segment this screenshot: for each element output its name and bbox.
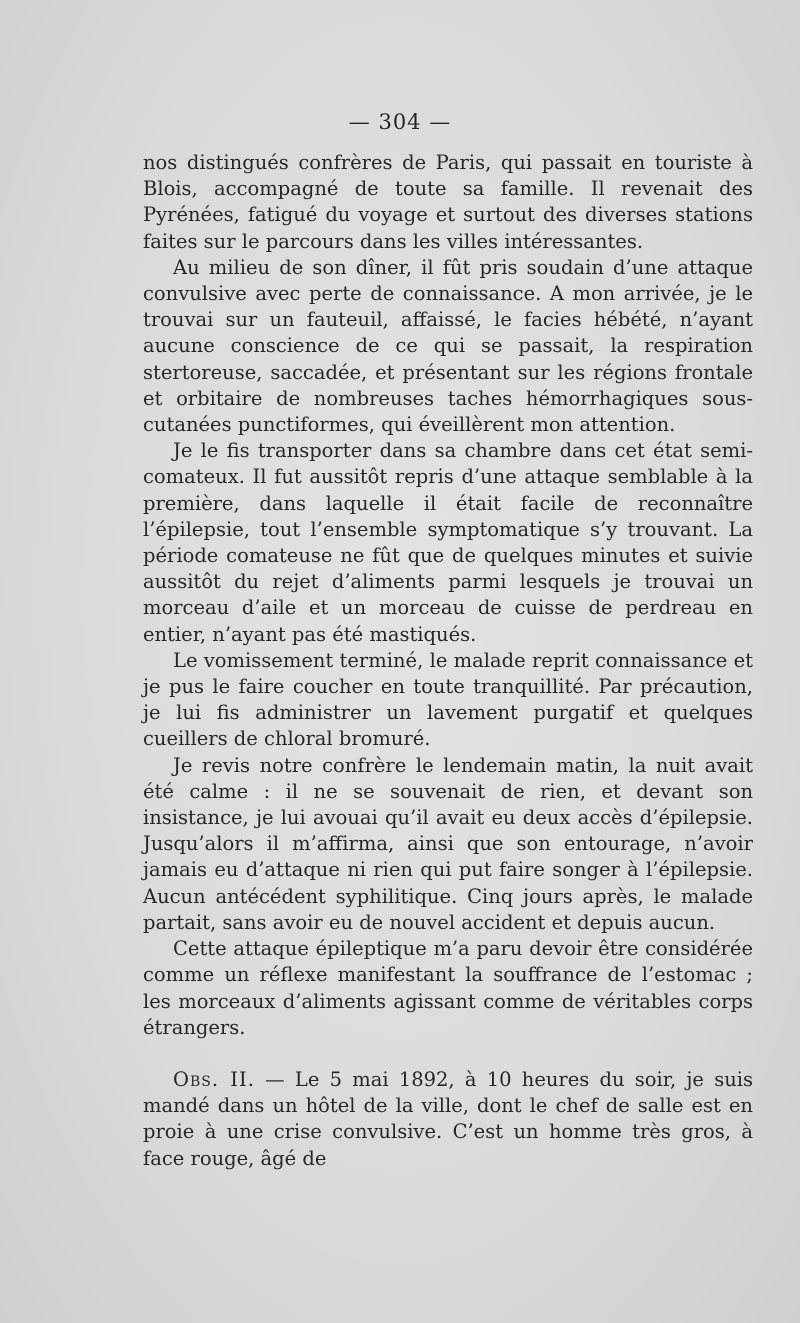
paragraph-1: nos distingués confrères de Paris, qui passait en touriste à Blois, accompagné de toute sa famille. Il revenait des Pyrénées, fatigué du voyage et surtout des diverses stations faites sur le parcours dans les villes intéressantes. — [143, 151, 753, 253]
observation-label: Obs. II. — [173, 1067, 255, 1091]
observation-text: — Le 5 mai 1892, à 10 heures du soir, je suis mandé dans un hôtel de la ville, dont le chef de salle est en proie à une crise convulsive. C’est un homme très gros, à face rouge, âgé de — [143, 1067, 753, 1170]
paragraph-6: Cette attaque épileptique m’a paru devoir être considérée comme un réflexe manifestant la souffrance de l’estomac ; les morceaux d’aliments agissant comme de véritables corps étrangers. — [143, 937, 753, 1039]
paragraph-4: Le vomissement terminé, le malade reprit connaissance et je pus le faire coucher en toute tranquillité. Par précaution, je lui fis administrer un lavement purgatif et quelques cueillers de chloral bromuré. — [143, 648, 753, 751]
body-text — [143, 150, 753, 1172]
page-number: — 304 — — [348, 110, 452, 134]
observation-paragraph — [143, 1067, 753, 1172]
paragraph-2: Au milieu de son dîner, il fût pris soudain d’une attaque convulsive avec perte de connaissance. A mon arrivée, je le trouvai sur un fauteuil, affaissé, le facies hébété, n’ayant aucune conscience de ce qui se passait, la respiration stertoreuse, saccadée, et présentant sur les régions frontale et orbitaire de nombreuses taches hémorrhagiques sous-cutanées punctiformes, qui éveillèrent mon attention. — [143, 255, 753, 437]
paragraph-5: Je revis notre confrère le lendemain matin, la nuit avait été calme : il ne se souvenait de rien, et devant son insistance, je lui avouai qu’il avait eu deux accès d’épilepsie. Jusqu’alors il m’affirma, ainsi que son entourage, n’avoir jamais eu d’attaque ni rien qui put faire songer à l’épilepsie. Aucun antécédent syphilitique. Cinq jours après, le malade partait, sans avoir eu de nouvel accident et depuis aucun. — [143, 753, 753, 934]
paragraph-3: Je le fis transporter dans sa chambre dans cet état semi-comateux. Il fut aussitôt repris d’une attaque semblable à la première, dans laquelle il était facile de reconnaître l’épilepsie, tout l’ensemble symptomatique s’y trouvant. La période comateuse ne fût que de quelques minutes et suivie aussitôt du rejet d’aliments parmi lesquels je trouvai un morceau d’aile et un morceau de cuisse de perdreau en entier, n’ayant pas été mastiqués. — [143, 439, 753, 646]
